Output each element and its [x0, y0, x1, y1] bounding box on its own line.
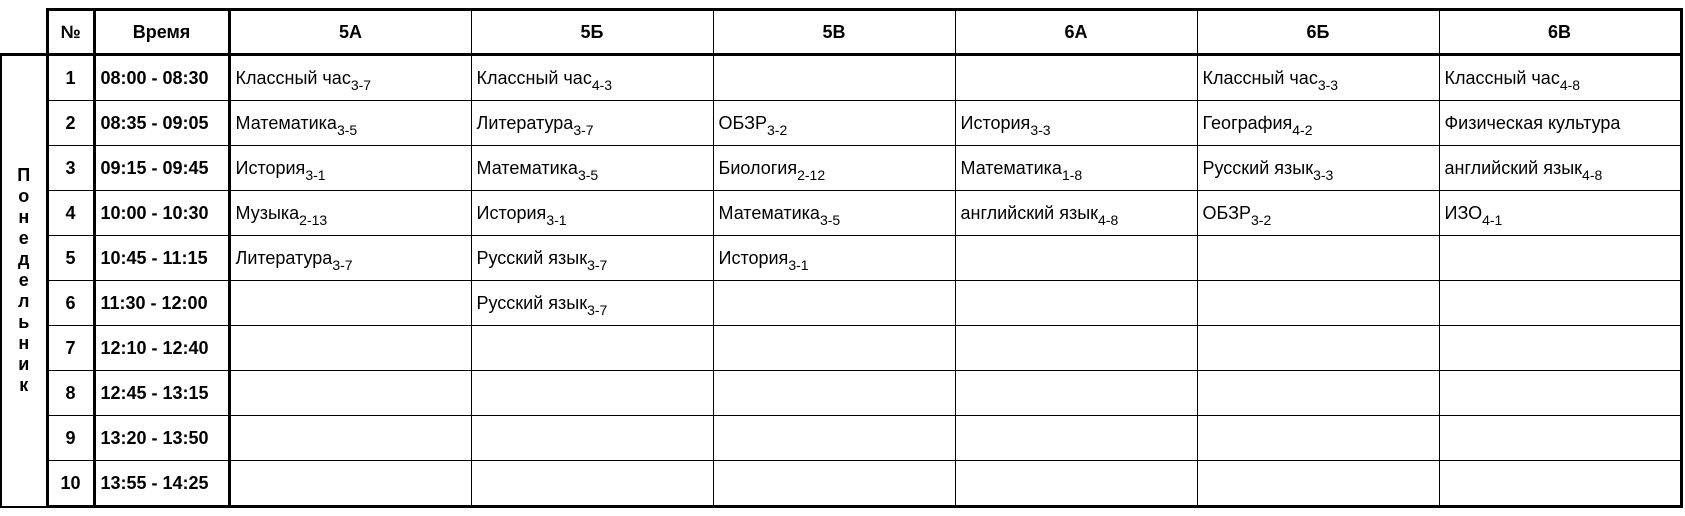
subject-name: География	[1202, 112, 1293, 133]
lesson-cell	[1439, 326, 1681, 371]
subject-name: История	[718, 247, 789, 268]
room-number: 3-5	[336, 121, 358, 138]
lesson-cell	[955, 461, 1197, 507]
lesson-cell	[229, 281, 471, 326]
room-number: 4-3	[591, 76, 613, 93]
table-row	[1, 281, 1681, 326]
room-number: 3-2	[1251, 211, 1272, 228]
day-letter: н	[18, 333, 30, 354]
lesson-cell	[955, 416, 1197, 461]
subject-name: Математика	[718, 202, 820, 223]
day-letter: и	[18, 354, 30, 375]
lesson-cell	[1439, 55, 1681, 101]
room-number: 3-1	[546, 211, 567, 228]
lesson-cell	[1197, 326, 1439, 371]
lesson-cell	[471, 416, 713, 461]
lesson-cell	[229, 146, 471, 191]
lesson-time: 10:45 - 11:15	[94, 236, 229, 281]
lesson-cell	[1439, 281, 1681, 326]
lesson-cell	[471, 281, 713, 326]
subject-name: Литература	[476, 112, 574, 133]
room-number: 3-3	[1030, 121, 1051, 138]
lesson-time: 09:15 - 09:45	[94, 146, 229, 191]
lesson-cell	[713, 461, 955, 507]
column-header-class: 6В	[1439, 10, 1681, 55]
table-row	[1, 191, 1681, 236]
table-row	[1, 326, 1681, 371]
lesson-cell	[713, 191, 955, 236]
lesson-cell	[1197, 281, 1439, 326]
lesson-cell	[955, 101, 1197, 146]
column-header-time: Время	[94, 10, 229, 55]
day-letter: П	[17, 165, 31, 186]
room-number: 2-12	[797, 166, 826, 183]
room-number: 3-5	[819, 211, 841, 228]
subject-name: Классный час	[1202, 67, 1318, 88]
lesson-cell	[713, 146, 955, 191]
lesson-cell	[471, 191, 713, 236]
lesson-cell	[229, 326, 471, 371]
room-number: 4-8	[1582, 166, 1603, 183]
lesson-cell	[713, 236, 955, 281]
lesson-number: 2	[47, 101, 94, 146]
column-header-class: 6Б	[1197, 10, 1439, 55]
room-number: 1-8	[1061, 166, 1083, 183]
day-letter: к	[19, 375, 29, 396]
lesson-number: 8	[47, 371, 94, 416]
subject-name: История	[960, 112, 1031, 133]
lesson-cell	[955, 371, 1197, 416]
lesson-cell	[471, 461, 713, 507]
lesson-cell	[471, 236, 713, 281]
lesson-time: 11:30 - 12:00	[94, 281, 229, 326]
column-header-number: №	[47, 10, 94, 55]
lesson-number: 10	[47, 461, 94, 507]
lesson-cell	[229, 371, 471, 416]
lesson-number: 9	[47, 416, 94, 461]
lesson-cell	[1197, 371, 1439, 416]
lesson-cell	[471, 55, 713, 101]
subject-name: английский язык	[1444, 157, 1583, 178]
lesson-number: 1	[47, 55, 94, 101]
room-number: 3-5	[577, 166, 599, 183]
lesson-cell	[1439, 461, 1681, 507]
table-row	[1, 371, 1681, 416]
lesson-cell	[471, 326, 713, 371]
lesson-cell	[1439, 191, 1681, 236]
room-number: 3-7	[587, 256, 608, 273]
lesson-time: 13:20 - 13:50	[94, 416, 229, 461]
lesson-cell	[713, 101, 955, 146]
lesson-cell	[1197, 416, 1439, 461]
subject-name: Классный час	[476, 67, 592, 88]
day-letter: о	[18, 186, 30, 207]
lesson-cell	[1439, 236, 1681, 281]
lesson-cell	[1197, 461, 1439, 507]
lesson-number: 3	[47, 146, 94, 191]
day-letter: д	[18, 249, 30, 270]
lesson-time: 10:00 - 10:30	[94, 191, 229, 236]
lesson-cell	[955, 55, 1197, 101]
subject-name: История	[476, 202, 547, 223]
lesson-cell	[955, 281, 1197, 326]
table-row	[1, 101, 1681, 146]
day-letter: е	[18, 270, 29, 291]
subject-name: Русский язык	[476, 292, 588, 313]
lesson-cell	[713, 281, 955, 326]
lesson-cell	[1197, 101, 1439, 146]
subject-name: Математика	[476, 157, 578, 178]
day-letter: ь	[18, 312, 30, 333]
room-number: 3-1	[305, 166, 326, 183]
lesson-cell	[713, 416, 955, 461]
header-row	[1, 10, 1681, 55]
room-number: 2-13	[299, 211, 328, 228]
room-number: 4-8	[1098, 211, 1119, 228]
room-number: 3-2	[767, 121, 788, 138]
column-header-class: 5В	[713, 10, 955, 55]
table-row	[1, 236, 1681, 281]
subject-name: ИЗО	[1444, 202, 1483, 223]
lesson-time: 08:35 - 09:05	[94, 101, 229, 146]
lesson-cell	[471, 101, 713, 146]
lesson-cell	[1439, 146, 1681, 191]
subject-name: ОБЗР	[1202, 202, 1251, 223]
column-header-class: 5Б	[471, 10, 713, 55]
room-number: 3-3	[1317, 76, 1339, 93]
lesson-number: 5	[47, 236, 94, 281]
room-number: 3-7	[350, 76, 372, 93]
subject-name: Русский язык	[1202, 157, 1314, 178]
lesson-cell	[713, 55, 955, 101]
lesson-cell	[229, 236, 471, 281]
subject-name: Литература	[235, 247, 333, 268]
room-number: 3-7	[573, 121, 594, 138]
table-row	[1, 416, 1681, 461]
subject-name: Русский язык	[476, 247, 588, 268]
subject-name: Физическая культура	[1444, 112, 1621, 133]
schedule-table	[0, 8, 1683, 508]
lesson-cell	[229, 101, 471, 146]
lesson-cell	[229, 416, 471, 461]
room-number: 3-7	[332, 256, 353, 273]
subject-name: История	[235, 157, 306, 178]
lesson-time: 08:00 - 08:30	[94, 55, 229, 101]
lesson-cell	[229, 191, 471, 236]
column-header-class: 6А	[955, 10, 1197, 55]
column-header-class: 5А	[229, 10, 471, 55]
day-letter: л	[18, 291, 30, 312]
subject-name: ОБЗР	[718, 112, 767, 133]
lesson-cell	[713, 326, 955, 371]
lesson-cell	[1439, 416, 1681, 461]
day-letter: н	[18, 207, 30, 228]
subject-name: Классный час	[1444, 67, 1560, 88]
room-number: 3-1	[788, 256, 809, 273]
day-letter: е	[18, 228, 29, 249]
lesson-cell	[1197, 236, 1439, 281]
corner-blank	[1, 10, 47, 55]
lesson-cell	[955, 326, 1197, 371]
room-number: 3-3	[1313, 166, 1334, 183]
subject-name: Биология	[718, 157, 798, 178]
lesson-number: 4	[47, 191, 94, 236]
room-number: 4-2	[1292, 121, 1313, 138]
lesson-cell	[955, 236, 1197, 281]
lesson-time: 12:45 - 13:15	[94, 371, 229, 416]
lesson-number: 7	[47, 326, 94, 371]
lesson-cell	[1197, 191, 1439, 236]
lesson-cell	[1197, 146, 1439, 191]
lesson-cell	[229, 461, 471, 507]
room-number: 3-7	[587, 301, 608, 318]
lesson-cell	[471, 371, 713, 416]
lesson-cell	[471, 146, 713, 191]
lesson-number: 6	[47, 281, 94, 326]
table-row	[1, 461, 1681, 507]
table-row	[1, 146, 1681, 191]
subject-name: Классный час	[235, 67, 351, 88]
room-number: 4-8	[1559, 76, 1581, 93]
subject-name: английский язык	[960, 202, 1099, 223]
lesson-cell	[713, 371, 955, 416]
table-row	[1, 55, 1681, 101]
lesson-cell	[955, 191, 1197, 236]
lesson-cell	[1439, 101, 1681, 146]
subject-name: Математика	[960, 157, 1062, 178]
lesson-cell	[1439, 371, 1681, 416]
subject-name: Музыка	[235, 202, 300, 223]
lesson-cell	[955, 146, 1197, 191]
day-label	[1, 55, 47, 507]
lesson-time: 13:55 - 14:25	[94, 461, 229, 507]
lesson-cell	[1197, 55, 1439, 101]
lesson-cell	[229, 55, 471, 101]
lesson-time: 12:10 - 12:40	[94, 326, 229, 371]
subject-name: Математика	[235, 112, 337, 133]
room-number: 4-1	[1482, 211, 1503, 228]
